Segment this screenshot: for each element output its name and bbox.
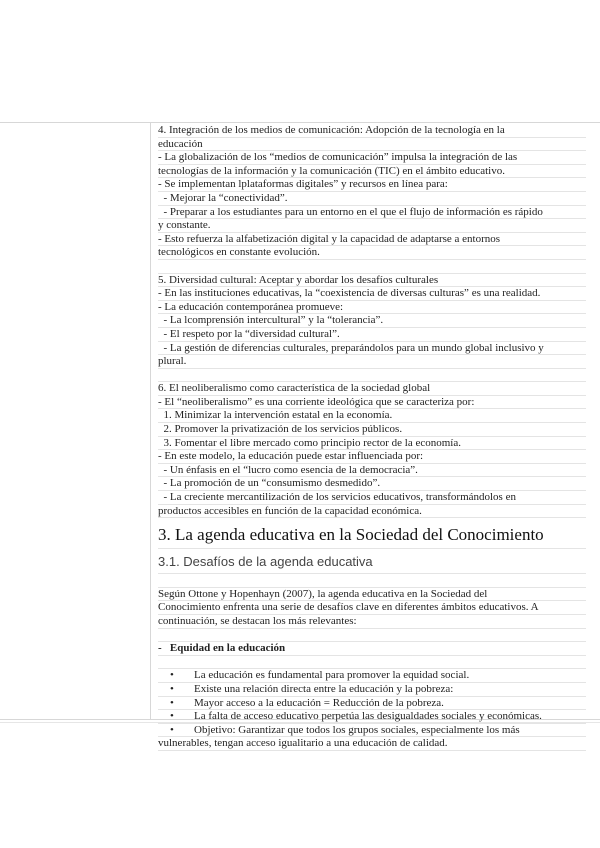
section-4-title: 4. Integración de los medios de comunicación: Adopción de la tecnología en la (158, 124, 586, 138)
spacer (158, 629, 586, 643)
section-6-title: 6. El neoliberalismo como característica de la sociedad global (158, 382, 586, 396)
spacer (158, 260, 586, 274)
section-4-line: y constante. (158, 219, 586, 233)
list-item (158, 669, 586, 683)
bullet-icon: • (170, 710, 174, 723)
subsection-3-1-heading: 3.1. Desafíos de la agenda educativa (158, 551, 586, 574)
section-6-line: 1. Minimizar la intervención estatal en la economía. (158, 409, 586, 423)
equity-heading: - Equidad en la educación (158, 642, 586, 656)
section-4-title-cont: educación (158, 138, 586, 152)
spacer (158, 574, 586, 588)
chapter-3-intro (158, 588, 586, 629)
document-content (158, 124, 586, 751)
section-5-line: - La educación contemporánea promueve: (158, 301, 586, 315)
table-border-vertical (150, 122, 151, 719)
bullet-icon: • (170, 669, 174, 682)
section-6-line: - Un énfasis en el “lucro como esencia de la democracia”. (158, 464, 586, 478)
list-item (158, 710, 586, 724)
section-4-line: - Esto refuerza la alfabetización digital y la capacidad de adaptarse a entornos (158, 233, 586, 247)
section-4-line: - Preparar a los estudiantes para un entorno en el que el flujo de información es rápido (158, 206, 586, 220)
section-5-line: - En las instituciones educativas, la “coexistencia de diversas culturas” es una realidad. (158, 287, 586, 301)
list-item (158, 697, 586, 711)
section-6-line: - En este modelo, la educación puede estar influenciada por: (158, 450, 586, 464)
section-5-title: 5. Diversidad cultural: Aceptar y abordar los desafíos culturales (158, 274, 586, 288)
section-6-line: - El “neoliberalismo” es una corriente ideológica que se caracteriza por: (158, 396, 586, 410)
list-item-text: Mayor acceso a la educación = Reducción de la pobreza. (194, 696, 444, 709)
section-4-line: - Se implementan lplataformas digitales” y recursos en línea para: (158, 178, 586, 192)
section-5-line: - El respeto por la “diversidad cultural”. (158, 328, 586, 342)
bullet-icon: • (170, 696, 174, 709)
list-item-continuation: vulnerables, tengan acceso igualitario a una educación de calidad. (158, 737, 586, 751)
section-5-line: plural. (158, 355, 586, 369)
chapter-3-heading: 3. La agenda educativa en la Sociedad del Conocimiento (158, 522, 586, 549)
list-item (158, 724, 586, 738)
table-border-top (0, 122, 600, 123)
intro-line: Conocimiento enfrenta una serie de desafíos clave en diferentes ámbitos educativos. A (158, 601, 586, 615)
list-item-text: La falta de acceso educativo perpetúa las desigualdades sociales y económicas. (194, 710, 542, 723)
intro-line: continuación, se destacan los más relevantes: (158, 615, 586, 629)
list-item-text: Existe una relación directa entre la educación y la pobreza: (194, 682, 454, 695)
spacer (158, 656, 586, 670)
section-6-line: 2. Promover la privatización de los servicios públicos. (158, 423, 586, 437)
bullet-icon: • (170, 682, 174, 695)
section-4-line: - Mejorar la “conectividad”. (158, 192, 586, 206)
section-6-line: productos accesibles en función de la capacidad económica. (158, 505, 586, 519)
section-5-line: - La lcomprensión intercultural” y la “tolerancia”. (158, 314, 586, 328)
list-item-text: Objetivo: Garantizar que todos los grupos sociales, especialmente los más (194, 723, 520, 736)
section-4-line: tecnológicos en constante evolución. (158, 246, 586, 260)
section-5 (158, 274, 586, 369)
section-5-line: - La gestión de diferencias culturales, preparándolos para un mundo global inclusivo y (158, 342, 586, 356)
intro-line: Según Ottone y Hopenhayn (2007), la agenda educativa en la Sociedad del (158, 588, 586, 602)
bullet-icon: • (170, 723, 174, 736)
section-4-line: - La globalización de los “medios de comunicación” impulsa la integración de las (158, 151, 586, 165)
spacer (158, 369, 586, 383)
list-item (158, 683, 586, 697)
section-6-line: 3. Fomentar el libre mercado como principio rector de la economía. (158, 437, 586, 451)
section-6 (158, 382, 586, 518)
section-6-line: - La promoción de un “consumismo desmedido”. (158, 477, 586, 491)
list-item-text: La educación es fundamental para promover la equidad social. (194, 669, 470, 682)
section-6-line: - La creciente mercantilización de los servicios educativos, transformándolos en (158, 491, 586, 505)
section-4 (158, 124, 586, 260)
equity-bullet-list (158, 669, 586, 751)
section-4-line: tecnologías de la información y la comunicación (TIC) en el ámbito educativo. (158, 165, 586, 179)
